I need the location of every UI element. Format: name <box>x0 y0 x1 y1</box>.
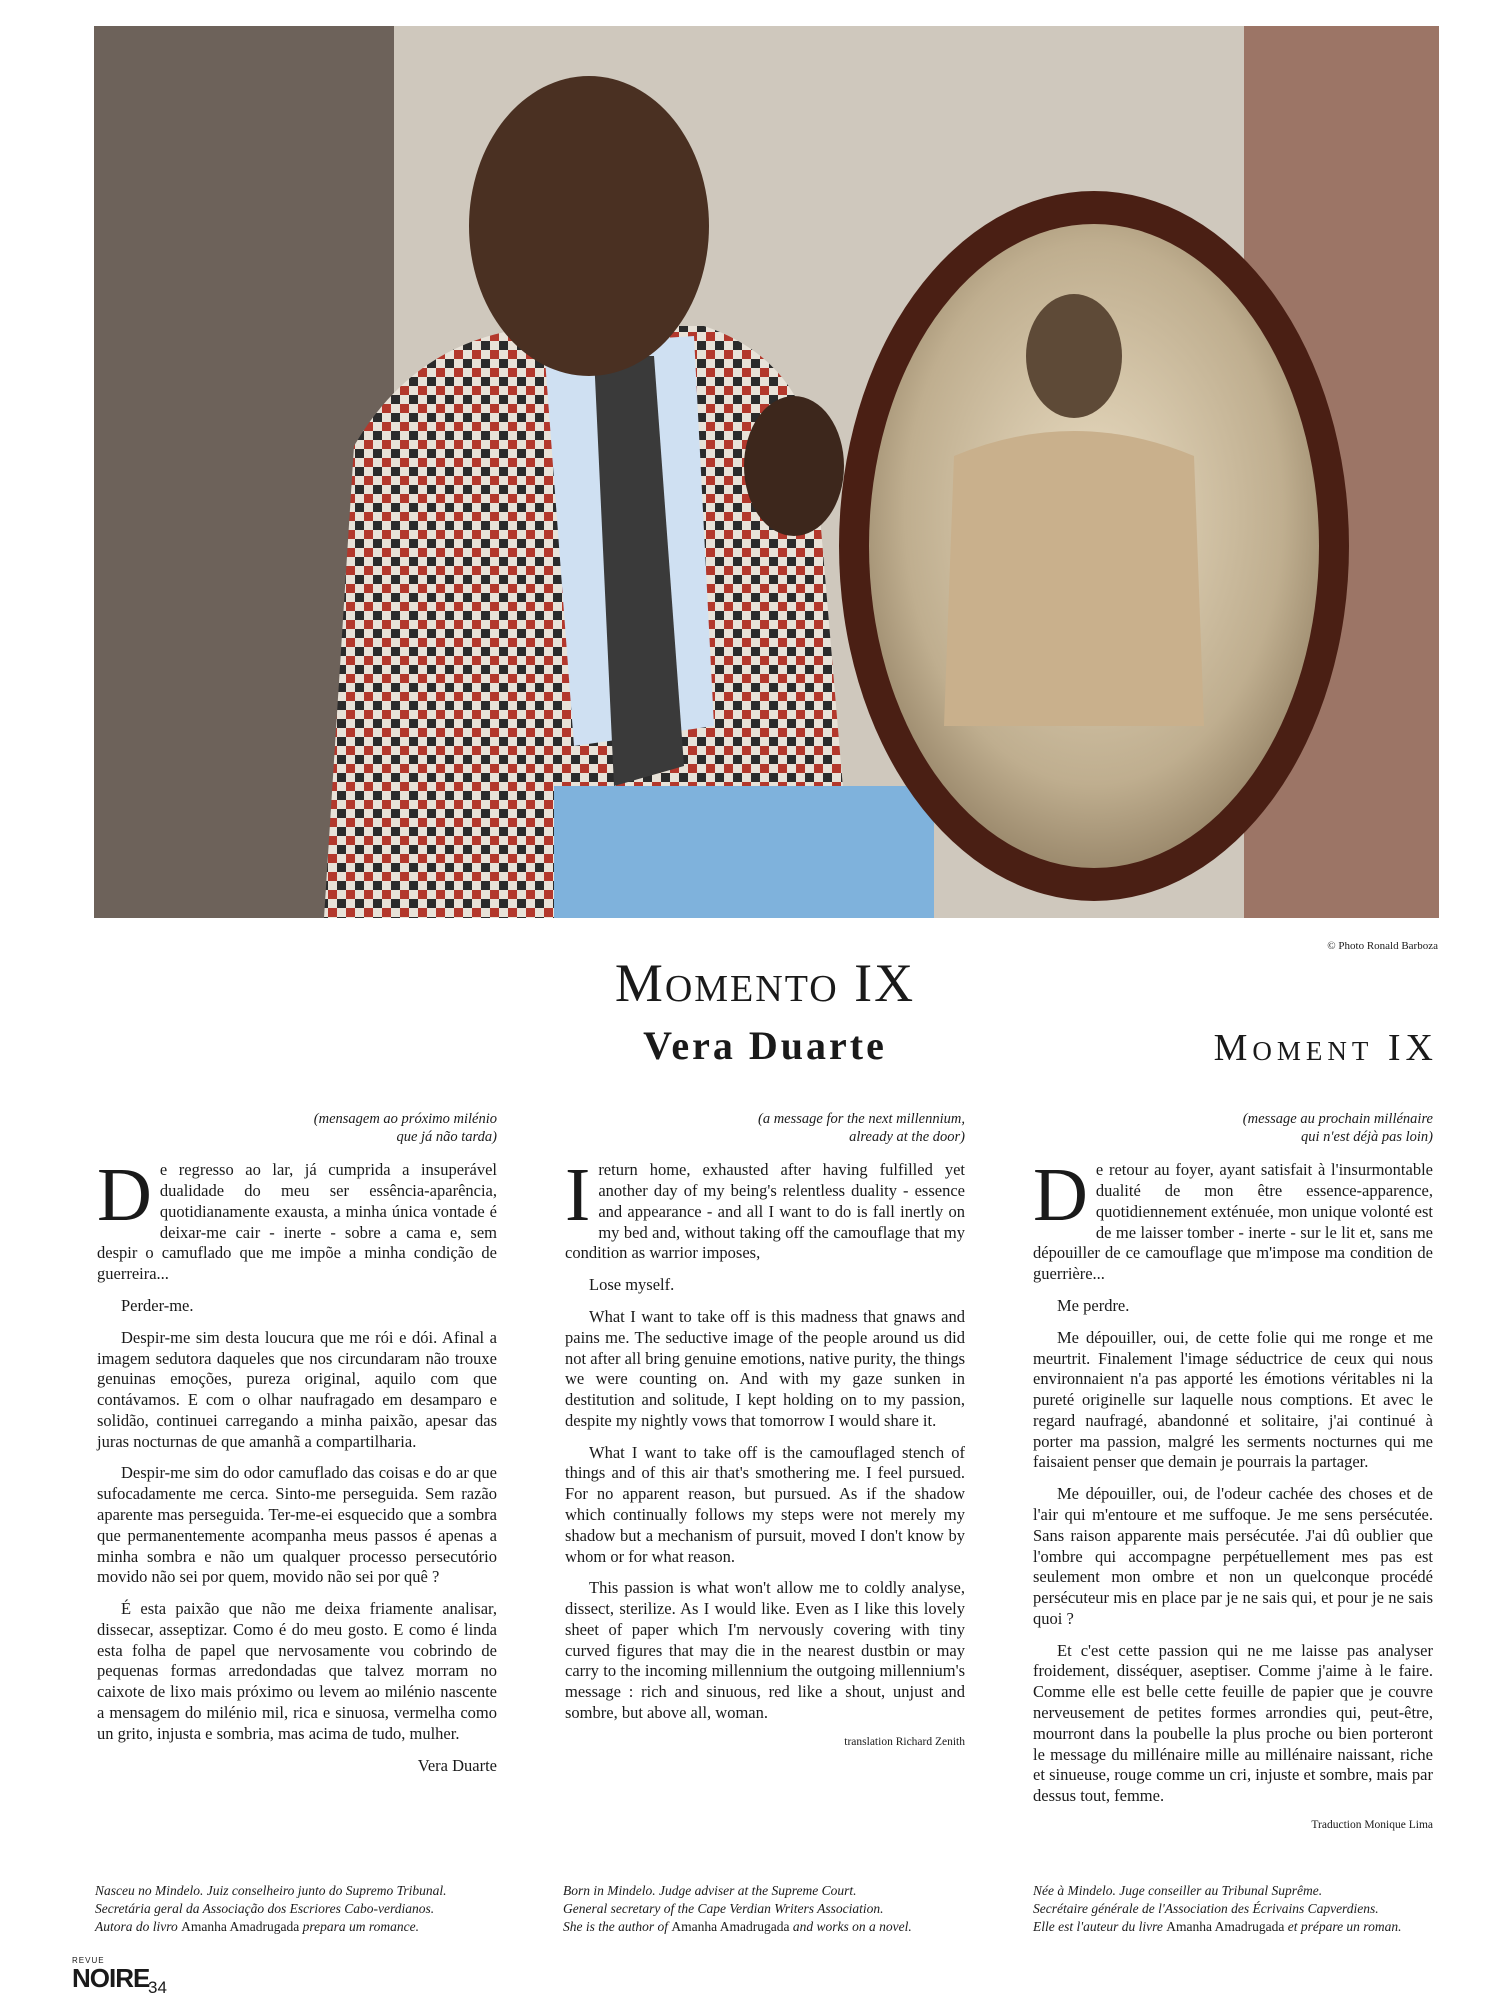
drop-cap: D <box>97 1153 152 1238</box>
bio-portuguese: Nasceu no Mindelo. Juiz conselheiro junto do Supremo Tribunal. Secretária geral da Associação dos Escriores Cabo-verdianos. Autora do livro Amanha Amadrugada prepara um romance. <box>95 1883 447 1934</box>
book-title: Amanha Amadrugada <box>1166 1918 1285 1934</box>
paragraph: Me dépouiller, oui, de l'odeur cachée des choses et de l'air qui m'entoure et me suffoque. Je me sens persécutée. Sans raison apparente mais persécutée. J'ai dû oublier que l'ombre qui accompagne perpétuellement mes pas est seulement mon ombre et non un quelconque procédé persécuteur mis en place par je ne sais qui, et pour je ne sais quoi ? <box>1033 1484 1433 1628</box>
paragraph: What I want to take off is this madness that gnaws and pains me. The seductive image of the people around us did not after all bring genuine emotions, native purity, the things we were counting on. And with my gaze sunken in destitution and solitude, I kept holding on to my passion, despite my nightly vows that tomorrow I would share it. <box>565 1306 965 1430</box>
title-english: Moment IX <box>1213 1027 1438 1069</box>
paragraph: Me perdre. <box>1057 1295 1130 1315</box>
paragraph: What I want to take off is the camouflaged stench of things and of this air that's smothering me. I feel pursued. For no apparent reason, but pursued. As if the shadow which continually follows my steps were not merely my shadow but a mechanism of pursuit, moved I don't know by whom or for what reason. <box>565 1442 965 1566</box>
subtitle-french: (message au prochain millénaire qui n'est déjà pas loin) <box>1242 1111 1433 1146</box>
photo-illustration <box>94 26 1439 918</box>
subtitle-portuguese: (mensagem ao próximo milénio que já não tarda) <box>313 1111 497 1146</box>
page-number: 34 <box>148 1978 167 1997</box>
magazine-logo: REVUE NOIRE <box>72 1956 150 1993</box>
column-french <box>1033 1110 1433 1843</box>
bio-english: Born in Mindelo. Judge adviser at the Supreme Court. General secretary of the Cape Verdian Writers Association. She is the author of Amanha Amadrugada and works on a novel. <box>563 1883 912 1934</box>
photo-credit: © Photo Ronald Barboza <box>1327 940 1438 952</box>
book-title: Amanha Amadrugada <box>671 1918 790 1934</box>
paragraph: É esta paixão que não me deixa friamente analisar, dissecar, asseptizar. Como é do meu gosto. E como é linda esta folha de papel que nervosamente vou cobrindo de pequenas formas arredondadas que talvez morram no caixote de lixo mais próximo ou levem ao milénio nascente a mensagem do milénio mil, rica e sinuosa, vermelha como un grito, injusta e sombria, mas acima de tudo, mulher. <box>97 1599 497 1743</box>
paragraph: Despir-me sim desta loucura que me rói e dói. Afinal a imagem sedutora daqueles que nos circundaram não trouxe genuinas emoções, pureza original, aquilo com que contávamos. E com o olhar naufragado em desamparo e solidão, continuei carregando a minha paixão, apesar das juras nocturnas de que amanhã a compartilharia. <box>97 1327 497 1451</box>
paragraph: Ireturn home, exhausted after having fulfilled yet another day of my being's relentless duality - essence and appearance - and all I want to do is fall inertly on my bed and, without taking off the camouflage that my condition as warrior imposes, <box>565 1153 965 1263</box>
author-name: Vera Duarte <box>643 1023 887 1068</box>
drop-cap: D <box>1033 1153 1088 1238</box>
column-english <box>565 1110 965 1760</box>
paragraph: De retour au foyer, ayant satisfait à l'insurmontable dualité de mon être essence-apparence, quotidiennement exténuée, mon unique volonté est de me laisser tomber - inerte - sur le lit et, sans me dépouiller de ce camouflage que m'impose ma condition de guerrière... <box>1033 1153 1433 1284</box>
cover-photo <box>94 26 1439 918</box>
book-title: Amanha Amadrugada <box>181 1918 300 1934</box>
title-portuguese: Momento IX <box>614 953 916 1013</box>
paragraph: Lose myself. <box>589 1275 675 1295</box>
drop-cap: I <box>565 1153 591 1238</box>
translator-credit: translation Richard Zenith <box>844 1735 965 1748</box>
paragraph: This passion is what won't allow me to coldly analyse, dissect, sterilize. As I would like. Even as I like this lovely sheet of paper which I'm nervously covering with tiny curved figures that may die in the nearest dustbin or may carry to the incoming millennium the outgoing millennium's message : rich and sinuous, red like a shout, unjust and sombre, but above all, woman. <box>565 1578 965 1722</box>
paragraph: Despir-me sim do odor camuflado das coisas e do ar que sufocadamente me cerca. Sinto-me perseguida. Sem razão aparente mas perseguida. Ter-me-ei esquecido que a sombra que permanentemente acompanha meus passos é apenas a minha sombra e não um qualquer processo persecutório movido não sei por quem, movido não sei por quê ? <box>97 1463 497 1587</box>
paragraph: Perder-me. <box>121 1295 194 1315</box>
translator-credit: Traduction Monique Lima <box>1311 1818 1433 1831</box>
bio-french: Née à Mindelo. Juge conseiller au Tribunal Suprême. Secrétaire générale de l'Association des Écrivains Capverdiens. Elle est l'auteur du livre Amanha Amadrugada et prépare un roman. <box>1033 1883 1402 1934</box>
signature: Vera Duarte <box>417 1755 497 1775</box>
paragraph: Me dépouiller, oui, de cette folie qui me ronge et me meurtrit. Finalement l'image séductrice de ceux qui nous environnaient n'a pas apporté les émotions véritables ni la pureté originelle sur laquelle nous comptions. Et avec le regard naufragé, abandonné et solitaire, j'ai continué à porter ma passion, malgré les serments nocturnes qui me faisaient penser que demain je pourrais la partager. <box>1033 1327 1433 1472</box>
column-portuguese <box>97 1110 497 1787</box>
subtitle-english: (a message for the next millennium, already at the door) <box>758 1111 965 1146</box>
paragraph: De regresso ao lar, já cumprida a insuperável dualidade do meu ser essência-aparência, quotidianamente exausta, a minha única vontade é deixar-me cair - inerte - sobre a cama e, sem despir o camuflado que me impõe a minha condição de guerreira... <box>97 1153 497 1284</box>
paragraph: Et c'est cette passion qui ne me laisse pas analyser froidement, disséquer, aseptiser. Comme j'aime à le faire. Comme elle est belle cette feuille de papier que je couvre nerveusement de petites formes arrondies qui, peut-être, mourront dans la poubelle la plus proche ou bien porteront le message du millénaire mille au millénaire naissant, riche et sinueuse, rouge comme un cri, injuste et sombre, mais par dessus tout, femme. <box>1033 1640 1433 1806</box>
